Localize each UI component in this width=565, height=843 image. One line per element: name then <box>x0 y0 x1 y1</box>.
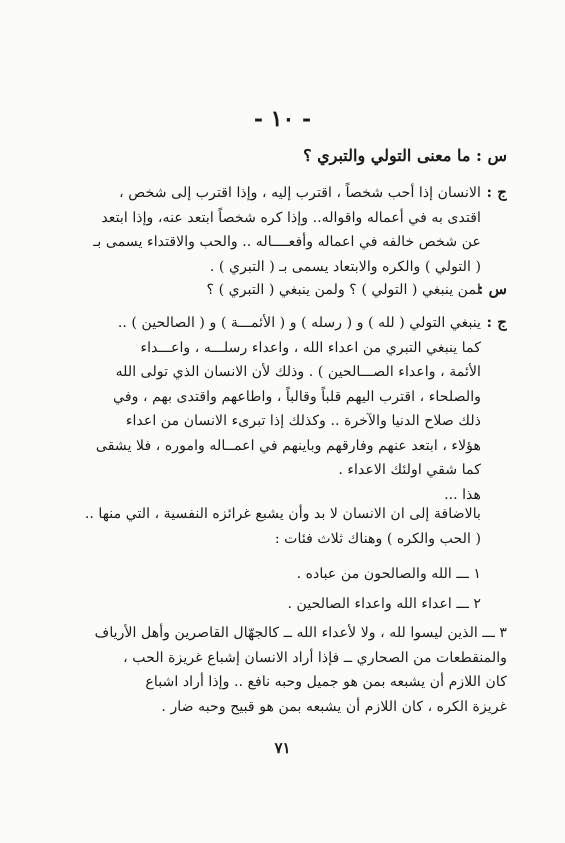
page-number: - ١٠ - <box>253 106 312 132</box>
item-line <box>42 621 507 646</box>
answer-2-line: كما شقي اولئك الاعداء . <box>338 462 481 478</box>
answer-label: ج : <box>486 313 507 331</box>
item-line <box>42 592 507 617</box>
item-number: ٢ ـــ <box>456 596 481 612</box>
item-line <box>42 562 507 587</box>
page-footer-number: ٧١ <box>274 739 291 757</box>
answer-2-line: هؤلاء ، ابتعد عنهم وفارقهم وباينهم في اعمــاله واموره ، فلا يشقى <box>95 437 481 454</box>
answer-2-line: كما ينبغي التبري من اعداء الله ، واعداء رسلـــه ، واعـــداء <box>140 339 481 356</box>
item-text: الذين ليسوا لله ، ولا لأعداء الله ــ كالجهّال القاصرين وأهل الأرياف <box>94 625 478 641</box>
paragraph-line: بالاضافة إلى ان الانسان لا بد وأن يشبع غرائزه النفسية ، التي منها .. <box>84 506 481 522</box>
item-1 <box>42 562 507 587</box>
item-number: ١ ـــ <box>456 566 481 582</box>
answer-2-closing: هذا ... <box>444 486 481 503</box>
answer-2-line: الأئمة ، واعداء الصـــالحين ) . وذلك لأن الانسان الذي تولى الله <box>115 364 481 380</box>
item-line: كان اللازم أن يشبعه بمن هو جميل وحبه نافع .. وإذا أراد اشباع <box>145 674 507 690</box>
answer-2-line: والصلحاء ، اقترب اليهم قلباً وقالباً ، واطاعهم واقتدى بهم ، وفي <box>113 388 481 405</box>
item-line: غريزة الكره ، كان اللازم أن يشبعه بمن هو قبيح وحبه ضار . <box>161 698 507 715</box>
item-3 <box>42 621 507 719</box>
answer-1 <box>42 180 507 279</box>
question-2 <box>42 277 507 303</box>
answer-1-line: اقتدى به في أعماله واقواله.. وإذا كره شخصاً ابتعد عنه، وإذا ابتعد <box>101 209 481 226</box>
item-2 <box>42 592 507 617</box>
item-number: ٣ ـــ <box>482 625 507 641</box>
answer-1-line <box>42 180 507 206</box>
item-text: اعداء الله واعداء الصالحين . <box>287 596 452 612</box>
answer-1-text: الانسان إذا أحب شخصاً ، اقترب إليه ، وإذا اقترب إلى شخص ، <box>119 185 481 201</box>
answer-2-text: ينبغي التولي ( لله ) و ( رسله ) و ( الأئمـــة ) و ( الصالحين ) .. <box>117 315 481 331</box>
answer-1-line: ( التولي ) والكره والابتعاد يسمى بـ ( التبري ) . <box>209 258 481 275</box>
question-1-heading: س : ما معنى التولي والتبري ؟ <box>303 146 507 165</box>
answer-1-line: عن شخص خالفه في اعماله وأفعــــاله .. والحب والاقتداء يسمى بـ <box>93 234 481 250</box>
answer-2 <box>42 310 507 507</box>
question-label: س : <box>477 280 507 298</box>
intro-paragraph <box>42 502 507 551</box>
item-text: الله والصالحون من عباده . <box>296 566 452 582</box>
question-2-text: لمن ينبغي ( التولي ) ؟ ولمن ينبغي ( التبري ) ؟ <box>206 282 481 298</box>
paragraph-line: ( الحب والكره ) وهناك ثلاث فئات : <box>274 530 481 547</box>
question-2-line <box>42 277 507 303</box>
answer-2-line <box>42 310 507 336</box>
answer-2-line: ذلك صلاح الدنيا والآخرة .. وكذلك إذا تبرىء الانسان من اعداء <box>125 413 481 429</box>
item-line: والمنقطعات من الصحاري ــ فإذا أراد الانسان إشباع غريزة الحب ، <box>123 649 507 666</box>
answer-label: ج : <box>486 183 507 201</box>
